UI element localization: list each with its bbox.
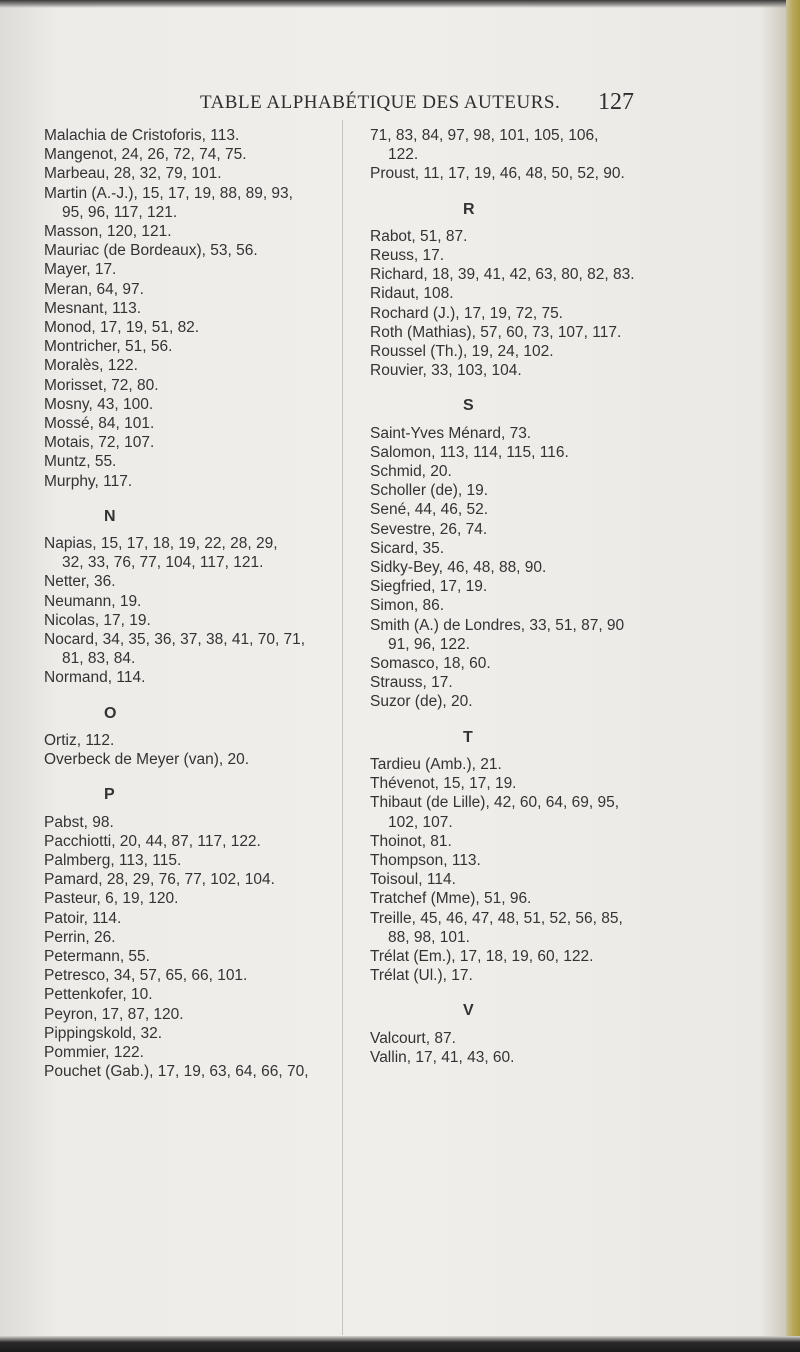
index-entry: [44, 126, 346, 145]
index-entry: [44, 534, 346, 572]
entry-text: Mauriac (de Bordeaux), 53, 56.: [44, 242, 258, 260]
index-entry: [370, 558, 774, 577]
entry-text: Thévenot, 15, 17, 19.: [370, 775, 517, 793]
index-entry: [44, 1043, 346, 1062]
index-entry: [44, 909, 346, 928]
index-entry: [370, 284, 774, 303]
entry-text: Malachia de Cristoforis, 113.: [44, 127, 240, 144]
running-header: [0, 89, 800, 122]
index-entry: [44, 611, 346, 630]
index-entry: [44, 1062, 346, 1081]
index-entry: [370, 755, 774, 774]
index-entry: [370, 227, 774, 246]
index-entry: [370, 870, 774, 889]
entry-text: Sicard, 35.: [370, 539, 445, 557]
index-entry: [370, 947, 774, 966]
section-letter: P: [104, 786, 115, 804]
index-entry: [370, 126, 774, 164]
entry-text: Rouvier, 33, 103, 104.: [370, 362, 522, 380]
index-entry: [370, 304, 774, 323]
index-entry: [44, 630, 346, 668]
entry-text: Petresco, 34, 57, 65, 66, 101.: [44, 967, 248, 985]
index-entry: [44, 928, 346, 947]
entry-text: Valcourt, 87.: [370, 1029, 456, 1047]
entry-text: Sidky-Bey, 46, 48, 88, 90.: [370, 559, 547, 577]
entry-text: Meran, 64, 97.: [44, 280, 144, 298]
index-entry: [44, 966, 346, 985]
entry-text: Roussel (Th.), 19, 24, 102.: [370, 343, 554, 361]
entry-text: Petermann, 55.: [44, 947, 150, 965]
index-entry: [44, 947, 346, 966]
entry-continuation: 95, 96, 117, 121.: [62, 203, 178, 221]
entry-text: Neumann, 19.: [44, 592, 142, 610]
index-entry: [370, 692, 774, 711]
index-entry: [370, 481, 774, 500]
section-letter: T: [463, 728, 473, 746]
entry-text: Peyron, 17, 87, 120.: [44, 1005, 184, 1023]
index-entry: [44, 414, 346, 433]
index-entry: [370, 774, 774, 793]
index-entry: [370, 851, 774, 870]
entry-text: Mossé, 84, 101.: [44, 415, 155, 433]
entry-text: Mayer, 17.: [44, 261, 117, 279]
section-letter: S: [463, 397, 474, 415]
index-entry: [370, 1029, 774, 1048]
index-entry: [370, 361, 774, 380]
index-entry: [44, 395, 346, 414]
index-entry: [370, 539, 774, 558]
index-entry: [370, 966, 774, 985]
index-entry: [370, 793, 774, 831]
entry-text: Pasteur, 6, 19, 120.: [44, 890, 179, 908]
index-entry: [370, 1048, 774, 1067]
entry-text: Normand, 114.: [44, 669, 146, 687]
index-entry: [44, 145, 346, 164]
entry-text: Pippingskold, 32.: [44, 1024, 163, 1042]
entry-text: Perrin, 26.: [44, 928, 116, 946]
entry-text: Trélat (Em.), 17, 18, 19, 60, 122.: [370, 947, 594, 965]
entry-text: Schmid, 20.: [370, 463, 452, 481]
entry-text: Treille, 45, 46, 47, 48, 51, 52, 56, 85,: [370, 909, 623, 927]
entry-text: Sevestre, 26, 74.: [370, 520, 488, 538]
index-entry: [44, 1024, 346, 1043]
index-entry: [44, 184, 346, 222]
index-entry: [370, 832, 774, 851]
entry-text: Salomon, 113, 114, 115, 116.: [370, 443, 569, 461]
entry-text: Motais, 72, 107.: [44, 434, 155, 452]
index-entry: [370, 889, 774, 908]
section-letter: O: [104, 704, 117, 722]
index-entry: [44, 452, 346, 471]
entry-text: Smith (A.) de Londres, 33, 51, 87, 90: [370, 616, 625, 634]
entry-text: Siegfried, 17, 19.: [370, 578, 488, 596]
index-entry: [44, 280, 346, 299]
index-entry: [44, 299, 346, 318]
index-entry: [44, 376, 346, 395]
index-entry: [44, 337, 346, 356]
entry-text: Mangenot, 24, 26, 72, 74, 75.: [44, 146, 247, 164]
index-entry: [370, 424, 774, 443]
entry-text: Thoinot, 81.: [370, 832, 452, 850]
entry-text: Nocard, 34, 35, 36, 37, 38, 41, 70, 71,: [44, 631, 306, 649]
index-entry: [44, 1005, 346, 1024]
entry-text: Montricher, 51, 56.: [44, 338, 173, 356]
entry-text: Napias, 15, 17, 18, 19, 22, 28, 29,: [44, 535, 278, 553]
section-letter: R: [463, 200, 475, 218]
entry-text: Somasco, 18, 60.: [370, 655, 491, 673]
index-entry: [44, 851, 346, 870]
index-entry: [370, 246, 774, 265]
index-entry: [370, 909, 774, 947]
header-title: TABLE ALPHABÉTIQUE DES AUTEURS.: [200, 92, 561, 113]
entry-text: Marbeau, 28, 32, 79, 101.: [44, 165, 222, 183]
index-entry: [370, 323, 774, 342]
index-entry: [44, 832, 346, 851]
entry-text: Pabst, 98.: [44, 813, 114, 831]
index-entry: [370, 616, 774, 654]
entry-text: Martin (A.-J.), 15, 17, 19, 88, 89, 93,: [44, 184, 293, 202]
index-entry: [370, 673, 774, 692]
entry-text: Ortiz, 112.: [44, 731, 115, 749]
entry-text: Strauss, 17.: [370, 674, 453, 692]
index-entry: [44, 985, 346, 1004]
entry-text: Moralès, 122.: [44, 357, 138, 375]
entry-text: Netter, 36.: [44, 573, 116, 591]
entry-text: Masson, 120, 121.: [44, 223, 172, 241]
entry-text: Pettenkofer, 10.: [44, 986, 153, 1004]
entry-text: Reuss, 17.: [370, 247, 445, 265]
index-entry: [44, 750, 346, 769]
entry-text: Proust, 11, 17, 19, 46, 48, 50, 52, 90.: [370, 165, 625, 183]
index-entry: [370, 596, 774, 615]
page-number: 127: [598, 89, 634, 115]
index-entry: [370, 164, 774, 183]
index-entry: [370, 265, 774, 284]
page-bottom-edge: [0, 1336, 800, 1352]
entry-text: Tardieu (Amb.), 21.: [370, 755, 502, 773]
entry-text: Roth (Mathias), 57, 60, 73, 107, 117.: [370, 323, 622, 341]
index-entry: [44, 222, 346, 241]
index-entry: [44, 572, 346, 591]
index-entry: [44, 592, 346, 611]
index-entry: [44, 870, 346, 889]
index-entry: [370, 462, 774, 481]
entry-text: Thibaut (de Lille), 42, 60, 64, 69, 95,: [370, 794, 620, 812]
entry-text: Mosny, 43, 100.: [44, 395, 154, 413]
index-entry: [44, 356, 346, 375]
index-entry: [370, 443, 774, 462]
entry-text: Suzor (de), 20.: [370, 693, 473, 711]
entry-text: Pamard, 28, 29, 76, 77, 102, 104.: [44, 871, 275, 889]
entry-text: Sené, 44, 46, 52.: [370, 501, 489, 519]
entry-continuation: 91, 96, 122.: [388, 635, 470, 653]
entry-text: Mesnant, 113.: [44, 299, 142, 317]
page-top-shadow: [0, 0, 800, 8]
entry-text: Saint-Yves Ménard, 73.: [370, 424, 532, 442]
entry-text: Scholler (de), 19.: [370, 482, 489, 500]
entry-text: Nicolas, 17, 19.: [44, 611, 151, 629]
entry-continuation: 122.: [388, 146, 419, 164]
entry-text: Muntz, 55.: [44, 453, 117, 471]
entry-text: Ridaut, 108.: [370, 285, 454, 303]
entry-continuation: 32, 33, 76, 77, 104, 117, 121.: [62, 554, 264, 572]
index-entry: [44, 433, 346, 452]
index-entry: [44, 164, 346, 183]
left-column: [44, 126, 346, 1081]
entry-text: Morisset, 72, 80.: [44, 376, 159, 394]
index-entry: [44, 260, 346, 279]
entry-text: Pommier, 122.: [44, 1043, 144, 1061]
entry-text: Thompson, 113.: [370, 851, 481, 869]
index-entry: [44, 813, 346, 832]
entry-text: Toisoul, 114.: [370, 871, 456, 889]
entry-text: Pouchet (Gab.), 17, 19, 63, 64, 66, 70,: [44, 1063, 309, 1081]
entry-text: Tratchef (Mme), 51, 96.: [370, 890, 532, 908]
entry-text: Overbeck de Meyer (van), 20.: [44, 751, 250, 769]
entry-text: Simon, 86.: [370, 597, 445, 615]
index-entry: [44, 731, 346, 750]
entry-text: Monod, 17, 19, 51, 82.: [44, 319, 200, 337]
entry-text: Murphy, 117.: [44, 472, 133, 490]
section-letter: V: [463, 1002, 474, 1020]
index-entry: [370, 342, 774, 361]
entry-text: Vallin, 17, 41, 43, 60.: [370, 1048, 515, 1066]
entry-text: Trélat (Ul.), 17.: [370, 967, 473, 985]
index-entry: [44, 241, 346, 260]
index-entry: [44, 668, 346, 687]
index-entry: [370, 500, 774, 519]
entry-text: Pacchiotti, 20, 44, 87, 117, 122.: [44, 832, 261, 850]
index-entry: [44, 318, 346, 337]
entry-text: Richard, 18, 39, 41, 42, 63, 80, 82, 83.: [370, 266, 635, 284]
entry-text: Rochard (J.), 17, 19, 72, 75.: [370, 304, 563, 322]
entry-text: Rabot, 51, 87.: [370, 227, 468, 245]
entry-text: Palmberg, 113, 115.: [44, 851, 182, 869]
entry-text: Patoir, 114.: [44, 909, 122, 927]
index-entry: [370, 520, 774, 539]
entry-continuation: 88, 98, 101.: [388, 928, 470, 946]
right-column: [370, 126, 774, 1067]
index-entry: [370, 654, 774, 673]
entry-continuation: 102, 107.: [388, 813, 453, 831]
entry-text: 71, 83, 84, 97, 98, 101, 105, 106,: [370, 127, 599, 144]
section-letter: N: [104, 507, 116, 525]
index-entry: [370, 577, 774, 596]
entry-continuation: 81, 83, 84.: [62, 650, 136, 668]
page-right-edge: [786, 0, 800, 1352]
index-entry: [44, 889, 346, 908]
index-entry: [44, 472, 346, 491]
